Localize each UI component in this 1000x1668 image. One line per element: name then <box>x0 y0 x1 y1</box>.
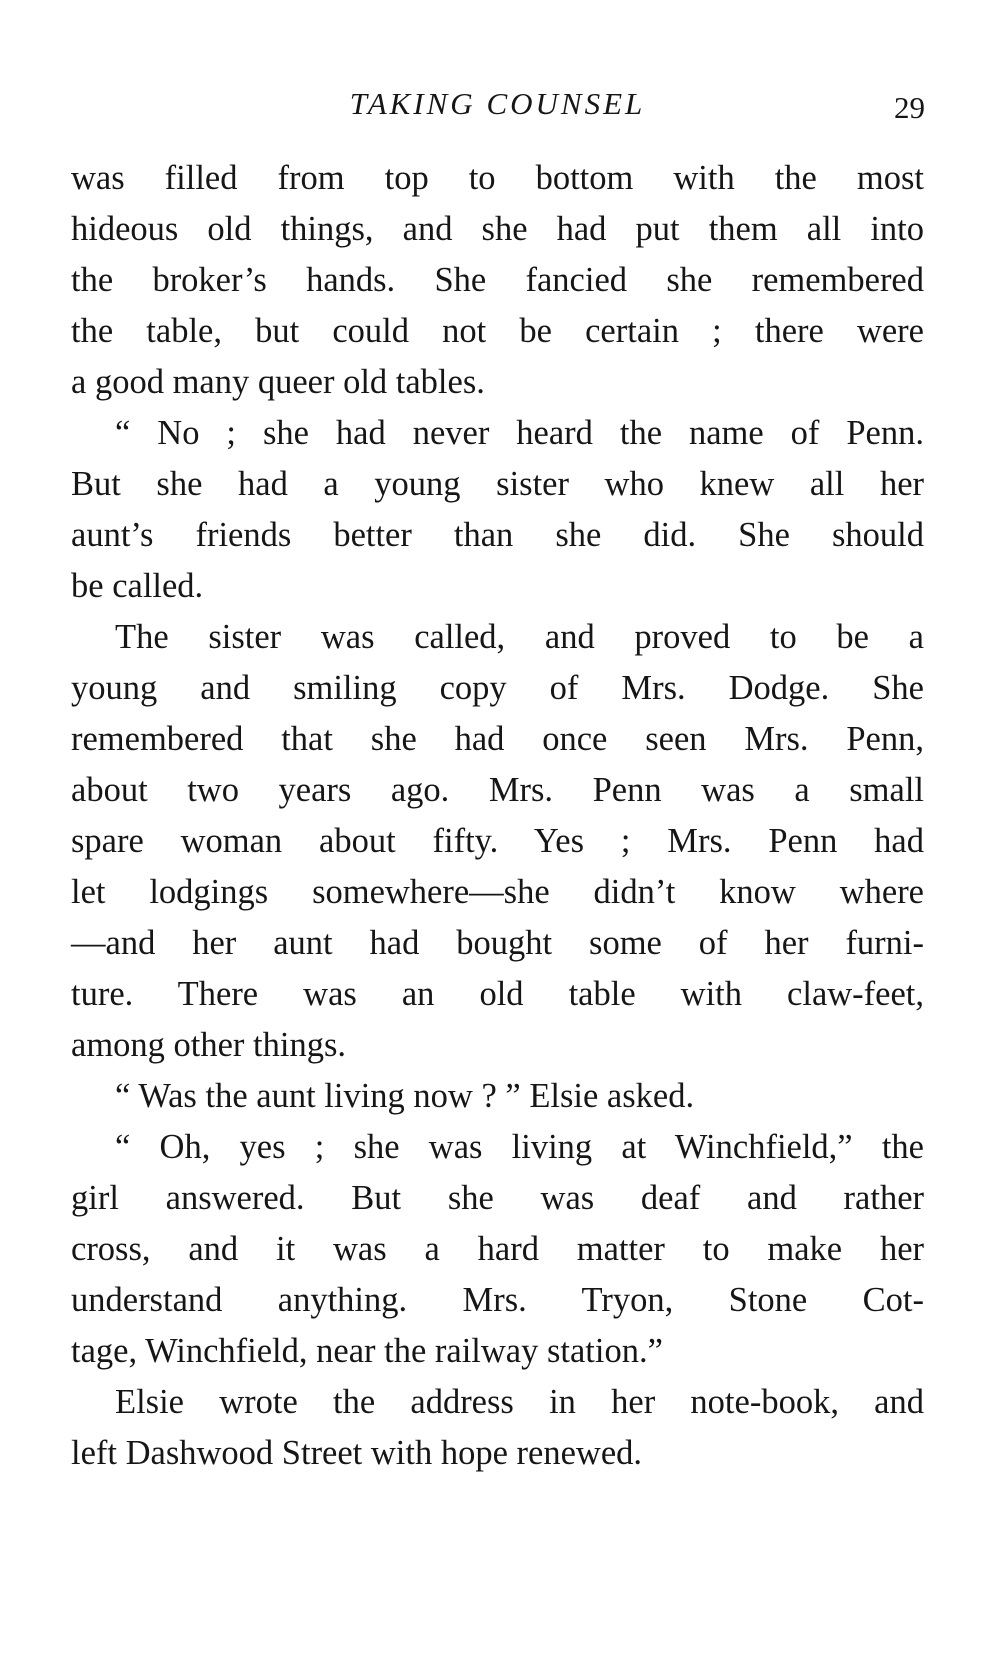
paragraph <box>71 153 924 408</box>
text-line: Elsie wrote the address in her note-book, and <box>115 1383 924 1421</box>
text-line: ture. There was an old table with claw-feet, <box>71 975 924 1013</box>
text-line: among other things. <box>71 1026 347 1064</box>
paragraph <box>71 1122 924 1377</box>
text-line: The sister was called, and proved to be a <box>115 618 924 656</box>
text-line: “ Oh, yes ; she was living at Winchfield,” the <box>115 1128 924 1166</box>
text-line: be called. <box>71 567 204 605</box>
text-line: remembered that she had once seen Mrs. Penn, <box>71 720 924 758</box>
text-line: But she had a young sister who knew all her <box>71 465 924 503</box>
text-line: aunt’s friends better than she did. She should <box>71 516 924 554</box>
text-line: hideous old things, and she had put them all into <box>71 210 924 248</box>
page-header <box>70 80 925 130</box>
text-line: was filled from top to bottom with the most <box>71 159 924 197</box>
text-line: the broker’s hands. She fancied she remembered <box>71 261 924 299</box>
text-line: “ Was the aunt living now ? ” Elsie asked. <box>115 1077 695 1115</box>
text-line: left Dashwood Street with hope renewed. <box>71 1434 643 1472</box>
text-line: cross, and it was a hard matter to make her <box>71 1230 924 1268</box>
text-line: about two years ago. Mrs. Penn was a small <box>71 771 924 809</box>
paragraph <box>71 408 924 612</box>
text-line: girl answered. But she was deaf and rather <box>71 1179 924 1217</box>
text-line: —and her aunt had bought some of her furni- <box>71 924 924 962</box>
paragraph <box>71 612 924 1071</box>
body-text <box>71 153 924 1479</box>
paragraph <box>71 1377 924 1479</box>
text-line: young and smiling copy of Mrs. Dodge. She <box>71 669 924 707</box>
text-line: “ No ; she had never heard the name of Penn. <box>115 414 924 452</box>
running-title: TAKING COUNSEL <box>349 86 646 121</box>
paragraph <box>71 1071 924 1122</box>
text-line: let lodgings somewhere—she didn’t know where <box>71 873 924 911</box>
text-line: tage, Winchfield, near the railway station.” <box>71 1332 663 1370</box>
text-line: spare woman about fifty. Yes ; Mrs. Penn had <box>71 822 924 860</box>
text-line: understand anything. Mrs. Tryon, Stone Cot- <box>71 1281 924 1319</box>
page-number: 29 <box>894 90 925 125</box>
text-line: the table, but could not be certain ; there were <box>71 312 924 350</box>
text-line: a good many queer old tables. <box>71 363 485 401</box>
